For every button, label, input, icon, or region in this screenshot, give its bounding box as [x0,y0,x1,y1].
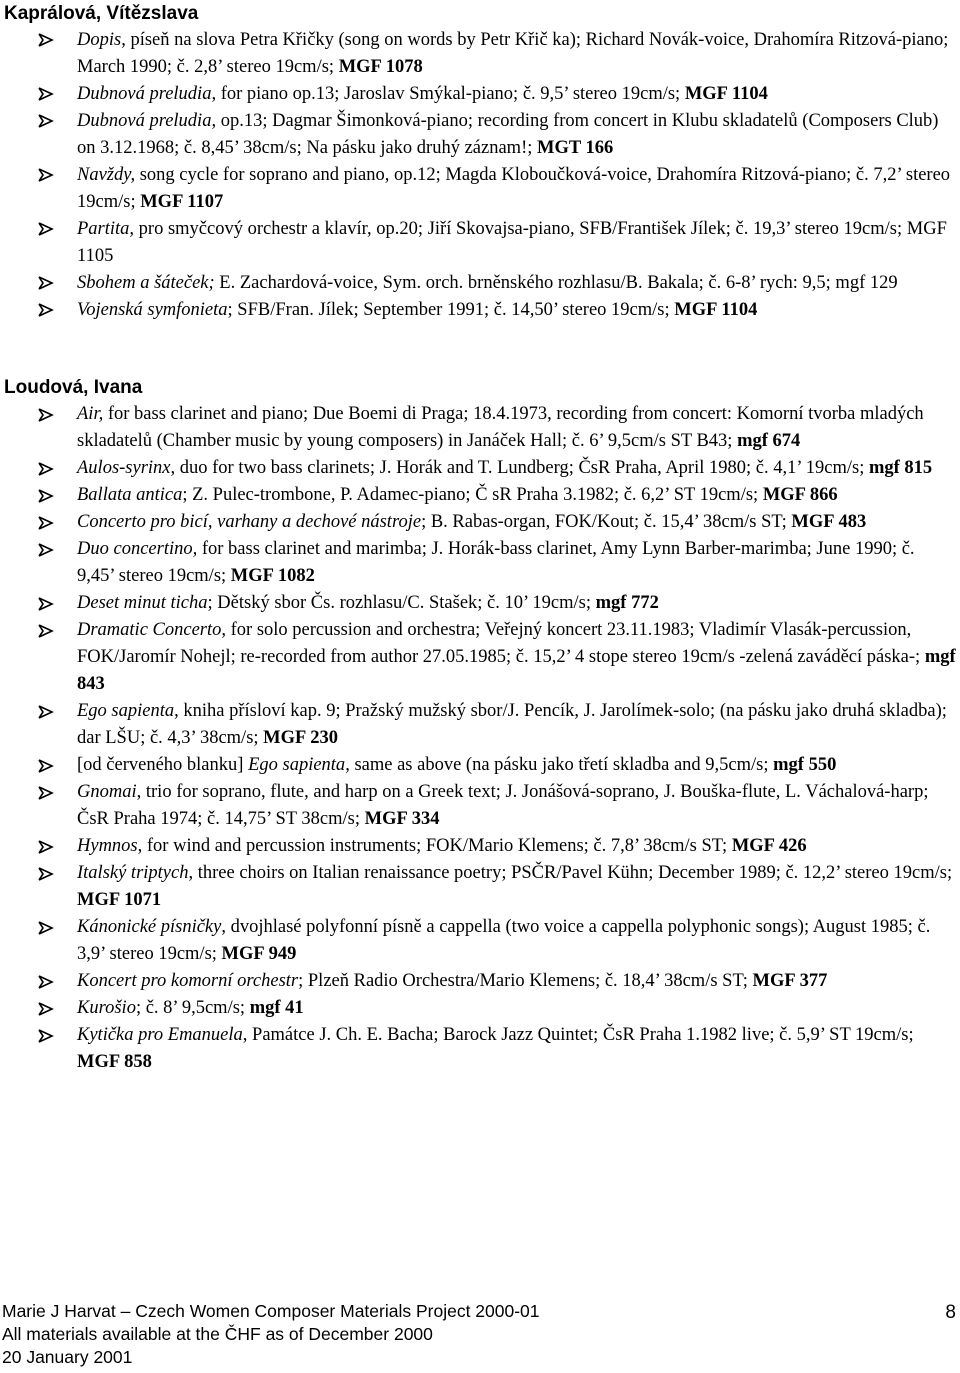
bullet-arrow-icon [38,276,54,290]
recording-entry [0,162,960,216]
entry-details: , for wind and percussion instruments; FOK/Mario Klemens; č. 7,8’ 38cm/s ST; [137,836,732,856]
work-title: Dramatic Concerto, [77,620,227,640]
catalog-number: mgf 550 [773,755,837,775]
entry-details: E. Zachardová-voice, Sym. orch. brněnského rozhlasu/B. Bakala; č. 6-8’ rych: 9,5; mgf 129 [214,273,898,293]
work-title: Navždy, [77,165,136,185]
bullet-arrow-icon [38,597,54,611]
catalog-number: MGF 1104 [674,300,758,320]
catalog-number: MGF 1078 [338,57,423,77]
entry-details: pro smyčcový orchestr a klavír, op.20; Jiří Skovajsa-piano, SFB/František Jílek; č. 19,3’ stereo 19cm/s; MGF 1105 [77,219,947,266]
bullet-arrow-icon [38,516,54,530]
work-title: Vojenská symfonieta [77,300,228,320]
work-title: Hymnos [77,836,138,856]
recording-entry [0,455,960,482]
recording-entry [0,536,960,590]
catalog-number: mgf 843 [77,647,956,694]
entry-details: for bass clarinet and marimba; J. Horák-bass clarinet, Amy Lynn Barber-marimba; June 1990; č. 9,45’ stereo 19cm/s; [77,539,915,586]
work-title: Kánonické písničky [77,917,222,937]
footer-availability-line: All materials available at the ČHF as of December 2000 [2,1324,433,1344]
entry-details: op.13; Dagmar Šimonková-piano; recording from concert in Klubu skladatelů (Composers Club) on 3.12.1968; č. 8,45’ 38cm/s; Na pásku jako druhý záznam!; [77,111,939,158]
catalog-number: MGF 483 [791,512,867,532]
catalog-number: MGF 1071 [77,890,162,910]
recording-entry [0,1022,960,1076]
entry-details: , same as above (na pásku jako třetí skladba and 9,5cm/s; [345,755,774,775]
recording-entry [0,108,960,162]
entry-details: , dvojhlasé polyfonní písně a cappella (two voice a cappella polyphonic songs); August 1985; č. 3,9’ stereo 19cm/s; [77,917,931,964]
entry-details: , píseň na slova Petra Křičky (song on words by Petr Křič ka); Richard Novák-voice, Drahomíra Ritzová-piano; March 1990; č. 2,8’ stereo 19cm/s; [77,30,949,77]
composer-heading: Loudová, Ivana [4,377,143,398]
entry-details: song cycle for soprano and piano, op.12; Magda Kloboučková-voice, Drahomíra Ritzová-piano; č. 7,2’ stereo 19cm/s; [77,165,951,212]
catalog-number: mgf 674 [737,431,801,451]
entry-details: ; Dětský sbor Čs. rozhlasu/C. Stašek; č. 10’ 19cm/s; [207,593,596,613]
catalog-number: MGF 230 [263,728,339,748]
catalog-number: MGF 858 [77,1052,152,1072]
work-title: Concerto pro bicí, varhany a dechové nástroje [77,512,422,532]
work-title: Dubnová preludia, [77,111,217,131]
recording-entry [0,27,960,81]
bullet-arrow-icon [38,786,54,800]
footer-project-line: Marie J Harvat – Czech Women Composer Materials Project 2000-01 [2,1301,540,1321]
recording-entry [0,752,960,779]
bullet-arrow-icon [38,1002,54,1016]
bullet-arrow-icon [38,33,54,47]
recording-entry [0,482,960,509]
work-title: Dubnová preludia, [77,84,217,104]
catalog-number: MGF 949 [221,944,297,964]
bullet-arrow-icon [38,489,54,503]
recording-entry [0,617,960,698]
entry-details: , three choirs on Italian renaissance poetry; PSČR/Pavel Kühn; December 1989; č. 12,2’ stereo 19cm/s; [188,863,953,883]
bullet-arrow-icon [38,87,54,101]
composer-section-kapralova [0,1,960,324]
catalog-number: MGT 166 [537,138,614,158]
recording-list [0,27,960,324]
catalog-number: MGF 1082 [230,566,315,586]
work-title: Kurošio [77,998,136,1018]
footer-date-line: 20 January 2001 [2,1347,133,1367]
bullet-arrow-icon [38,1029,54,1043]
catalog-number: MGF 377 [752,971,828,991]
work-title: Ego sapienta [248,755,346,775]
work-title: Italský triptych [77,863,189,883]
work-title: Koncert pro komorní orchestr [77,971,299,991]
recording-entry [0,860,960,914]
catalog-number: mgf 772 [595,593,659,613]
entry-details: duo for two bass clarinets; J. Horák and T. Lundberg; ČsR Praha, April 1980; č. 4,1’ 19cm/s; [175,458,869,478]
work-title: Aulos-syrinx, [77,458,176,478]
entry-details: ; Plzeň Radio Orchestra/Mario Klemens; č. 18,4’ 38cm/s ST; [298,971,753,991]
entry-details: , Památce J. Ch. E. Bacha; Barock Jazz Quintet; ČsR Praha 1.1982 live; č. 5,9’ ST 19cm/s; [242,1025,914,1045]
bullet-arrow-icon [38,624,54,638]
bullet-arrow-icon [38,840,54,854]
bullet-arrow-icon [38,222,54,236]
recording-entry [0,914,960,968]
bullet-arrow-icon [38,462,54,476]
composer-section-loudova [0,375,960,1076]
recording-entry [0,698,960,752]
work-title: Air, [77,404,104,424]
bullet-arrow-icon [38,867,54,881]
work-title: Duo concertino, [77,539,198,559]
entry-details: ; B. Rabas-organ, FOK/Kout; č. 15,4’ 38cm/s ST; [421,512,792,532]
recording-list [0,401,960,1076]
work-title: Partita, [77,219,135,239]
bullet-arrow-icon [38,921,54,935]
entry-details: for solo percussion and orchestra; Veřejný koncert 23.11.1983; Vladimír Vlasák-percussion, FOK/Jaromír Nohejl; re-recorded from author 27.05.1985; č. 15,2’ 4 stope stereo 19cm/s -zelená zaváděcí páska-; [77,620,925,667]
recording-entry [0,968,960,995]
bullet-arrow-icon [38,408,54,422]
catalog-number: MGF 1104 [684,84,768,104]
composer-heading: Kaprálová, Vítězslava [4,3,199,24]
work-title: Gnomai [77,782,137,802]
page-number: 8 [945,1302,956,1323]
entry-details: ; SFB/Fran. Jílek; September 1991; č. 14,50’ stereo 19cm/s; [227,300,675,320]
recording-entry [0,401,960,455]
entry-details: , trio for soprano, flute, and harp on a Greek text; J. Jonášová-soprano, J. Bouška-flute, L. Váchalová-harp; ČsR Praha 1974; č. 14,75’ ST 38cm/s; [77,782,929,829]
work-title: Ballata antica [77,485,183,505]
page-footer [2,1300,540,1369]
recording-entry [0,509,960,536]
recording-entry [0,833,960,860]
entry-details: , kniha přísloví kap. 9; Pražský mužský sbor/J. Pencík, J. Jarolímek-solo; (na pásku jako druhá skladba); dar LŠU; č. 4,3’ 38cm/s; [77,701,947,748]
catalog-number: MGF 334 [364,809,440,829]
bullet-arrow-icon [38,168,54,182]
recording-entry [0,270,960,297]
bullet-arrow-icon [38,975,54,989]
work-title: Sbohem a šáteček; [77,273,215,293]
recording-entry [0,216,960,270]
entry-details: for bass clarinet and piano; Due Boemi di Praga; 18.4.1973, recording from concert: Komorní tvorba mladých skladatelů (Chamber music by young composers) in Janáček Hall; č. 6’ 9,5cm/s ST B43; [77,404,924,451]
entry-details: ; Z. Pulec-trombone, P. Adamec-piano; Č sR Praha 3.1982; č. 6,2’ ST 19cm/s; [182,485,763,505]
recording-entry [0,590,960,617]
work-title: Kytička pro Emanuela [77,1025,243,1045]
bullet-arrow-icon [38,114,54,128]
catalog-number: MGF 426 [731,836,807,856]
bullet-arrow-icon [38,759,54,773]
work-title: Ego sapienta [77,701,175,721]
work-title: Deset minut ticha [77,593,208,613]
catalog-number: mgf 41 [249,998,304,1018]
work-title: Dopis [77,30,122,50]
bullet-arrow-icon [38,705,54,719]
catalog-number: MGF 1107 [140,192,224,212]
catalog-number: mgf 815 [868,458,933,478]
entry-details: for piano op.13; Jaroslav Smýkal-piano; č. 9,5’ stereo 19cm/s; [216,84,685,104]
bullet-arrow-icon [38,303,54,317]
entry-details: ; č. 8’ 9,5cm/s; [135,998,250,1018]
recording-entry [0,297,960,324]
bullet-arrow-icon [38,543,54,557]
recording-entry [0,779,960,833]
recording-entry [0,995,960,1022]
entry-details: [od červeného blanku] [77,755,249,775]
recording-entry [0,81,960,108]
catalog-number: MGF 866 [762,485,838,505]
